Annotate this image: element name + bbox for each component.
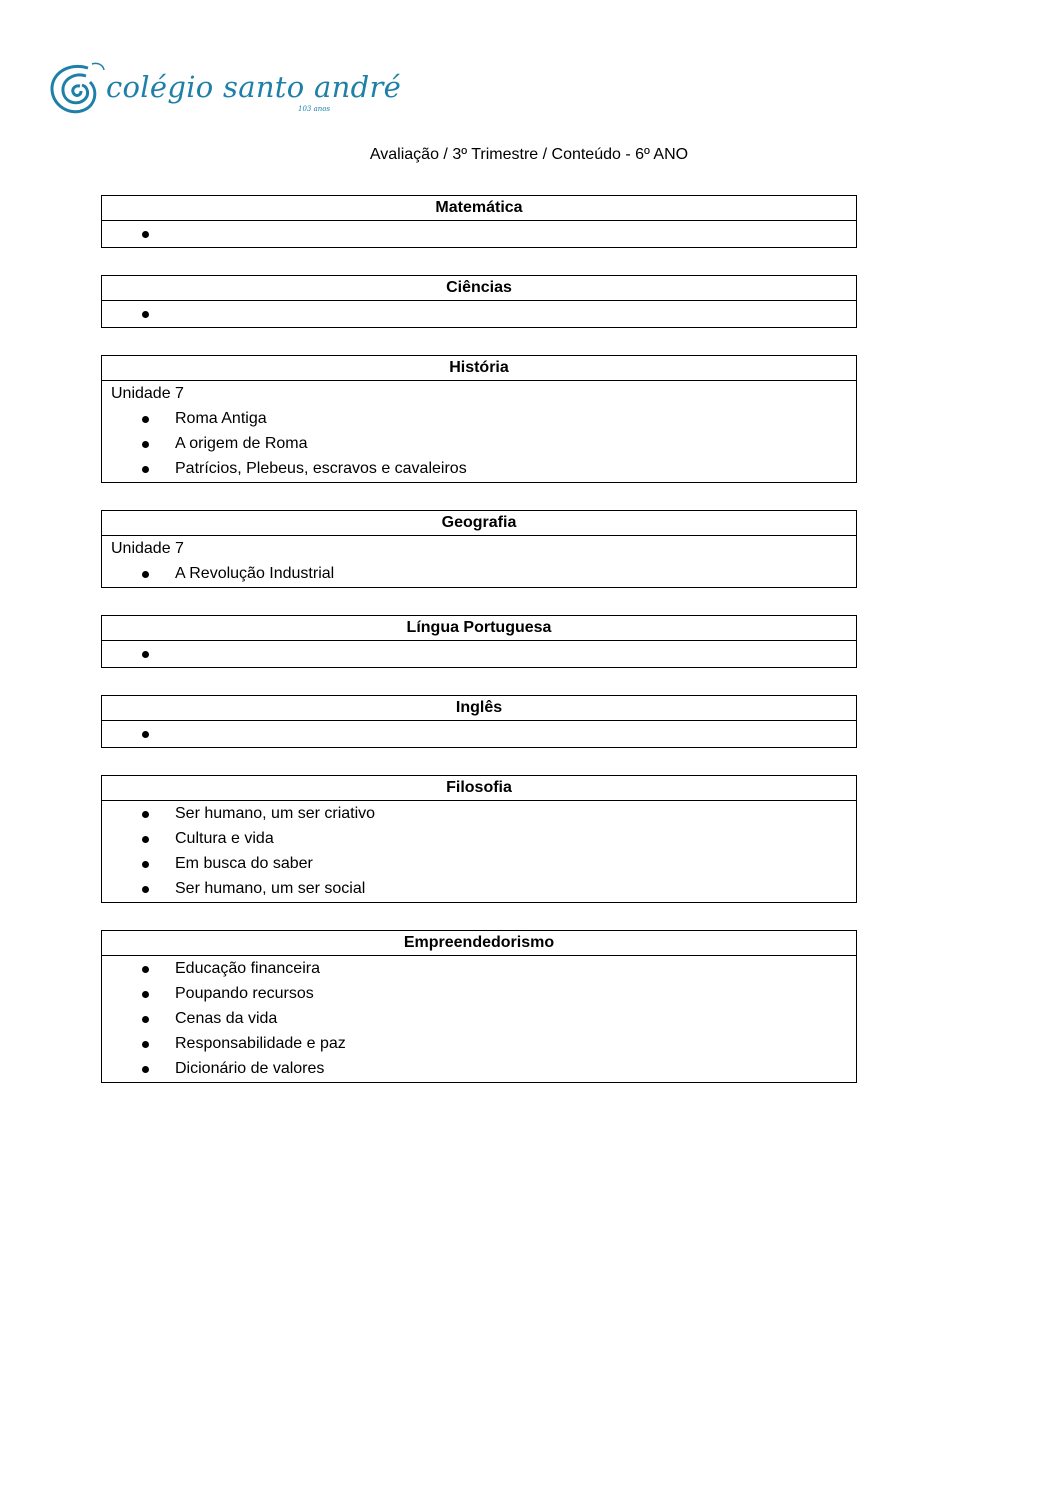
topic-text: Educação financeira [175,960,320,977]
topic-item [102,826,856,851]
unit-label: Unidade 7 [111,540,184,557]
topic-item [102,801,856,826]
subject-content [102,956,856,1082]
topic-text: Responsabilidade e paz [175,1035,346,1052]
topic-text: Roma Antiga [175,410,267,427]
topic-item [102,431,856,456]
bullet-icon [142,811,149,818]
bullet-icon [142,861,149,868]
subject-heading: Língua Portuguesa [102,616,856,641]
subject-content [102,536,856,587]
subject-heading: Ciências [102,276,856,301]
bullet-icon [142,886,149,893]
subject-heading: História [102,356,856,381]
subject-content [102,221,856,247]
bullet-icon [142,231,149,238]
bullet-icon [142,571,149,578]
subject-content [102,381,856,482]
bullet-icon [142,441,149,448]
topic-item [102,221,856,246]
topic-item [102,1006,856,1031]
topic-list [102,406,856,481]
swirl-logo-icon [48,60,108,120]
topic-text: Ser humano, um ser criativo [175,805,376,822]
topic-item [102,981,856,1006]
topic-list [102,561,856,586]
topic-item [102,301,856,326]
bullet-icon [142,991,149,998]
topic-item [102,956,856,981]
subject-section [101,195,857,248]
topic-text: Cenas da vida [175,1010,278,1027]
subject-heading: Inglês [102,696,856,721]
topic-text: Dicionário de valores [175,1060,325,1077]
topic-item [102,851,856,876]
subject-heading: Geografia [102,511,856,536]
subjects-list [101,195,857,1110]
topic-item [102,456,856,481]
topic-item [102,406,856,431]
subject-section [101,275,857,328]
topic-text: Patrícios, Plebeus, escravos e cavaleiros [175,460,467,477]
topic-list [102,956,856,1081]
school-logo [48,60,402,120]
topic-list [102,721,856,746]
bullet-icon [142,651,149,658]
bullet-icon [142,466,149,473]
subject-section [101,615,857,668]
topic-list [102,221,856,246]
topic-text: Em busca do saber [175,855,313,872]
subject-section [101,930,857,1083]
bullet-icon [142,416,149,423]
subject-section [101,355,857,483]
topic-item [102,876,856,901]
subject-content [102,721,856,747]
topic-item [102,1056,856,1081]
topic-list [102,801,856,901]
topic-list [102,301,856,326]
bullet-icon [142,731,149,738]
topic-item [102,561,856,586]
bullet-icon [142,311,149,318]
subject-heading: Empreendedorismo [102,931,856,956]
bullet-icon [142,836,149,843]
unit-label: Unidade 7 [111,385,184,402]
topic-text: Poupando recursos [175,985,314,1002]
subject-section [101,510,857,588]
topic-item [102,721,856,746]
bullet-icon [142,1066,149,1073]
bullet-icon [142,1016,149,1023]
school-years: 103 anos [298,105,331,113]
topic-item [102,1031,856,1056]
subject-heading: Filosofia [102,776,856,801]
subject-content [102,641,856,667]
page-title: Avaliação / 3º Trimestre / Conteúdo - 6º ANO [369,146,689,163]
topic-text: Cultura e vida [175,830,274,847]
subject-content [102,301,856,327]
subject-section [101,775,857,903]
topic-list [102,641,856,666]
bullet-icon [142,966,149,973]
bullet-icon [142,1041,149,1048]
topic-text: Ser humano, um ser social [175,880,366,897]
topic-text: A origem de Roma [175,435,308,452]
subject-content [102,801,856,902]
school-name: colégio santo andré [106,70,402,104]
topic-item [102,641,856,666]
subject-heading: Matemática [102,196,856,221]
topic-text: A Revolução Industrial [175,565,335,582]
subject-section [101,695,857,748]
